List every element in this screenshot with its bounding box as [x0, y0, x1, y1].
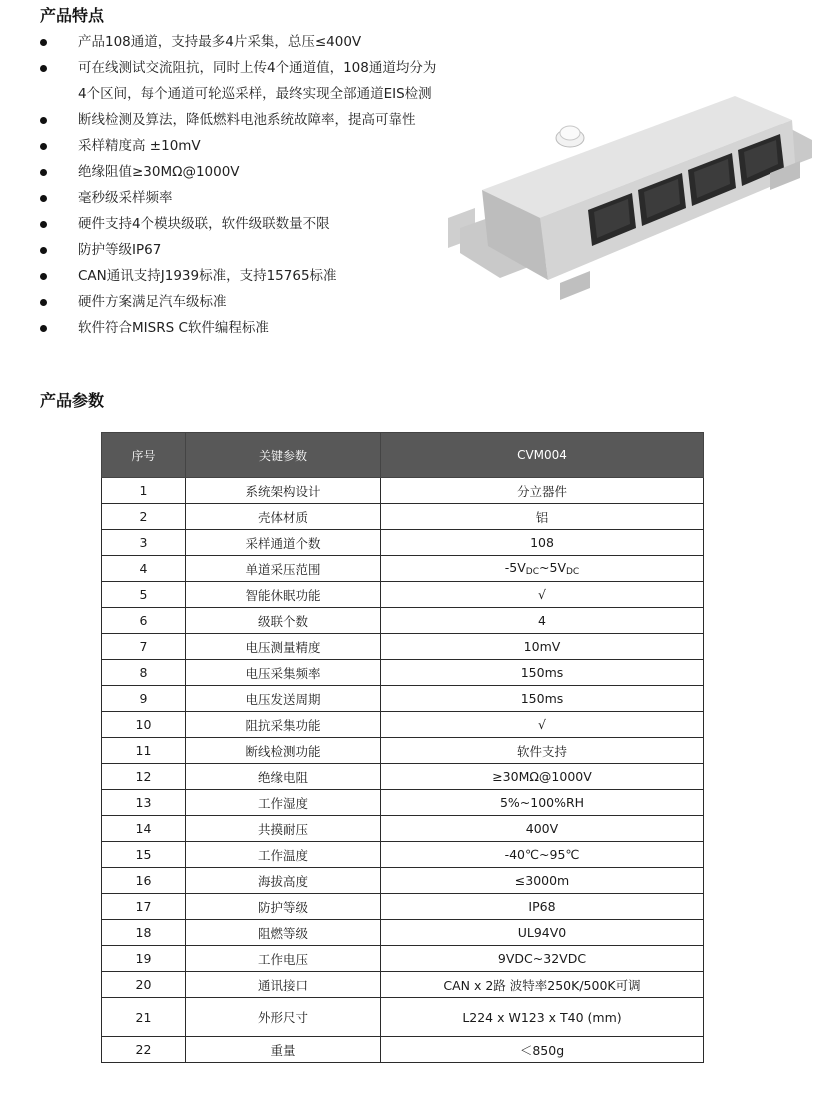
- param-value: -40℃~95℃: [381, 842, 704, 868]
- row-number: 10: [102, 712, 186, 738]
- row-number: 14: [102, 816, 186, 842]
- param-value: √: [381, 712, 704, 738]
- param-name: 工作电压: [186, 946, 381, 972]
- table-row: [102, 608, 704, 634]
- param-name: 采样通道个数: [186, 530, 381, 556]
- table-row: [102, 582, 704, 608]
- row-number: 8: [102, 660, 186, 686]
- row-number: 2: [102, 504, 186, 530]
- table-row: [102, 920, 704, 946]
- param-value: 150ms: [381, 660, 704, 686]
- bullet-icon: [40, 299, 47, 306]
- param-name: 阻燃等级: [186, 920, 381, 946]
- table-row: [102, 660, 704, 686]
- params-heading: 产品参数: [40, 391, 105, 410]
- row-number: 9: [102, 686, 186, 712]
- param-value: 400V: [381, 816, 704, 842]
- value-subscript: DC: [566, 567, 580, 577]
- param-value: ≤3000m: [381, 868, 704, 894]
- bullet-icon: [40, 221, 47, 228]
- param-value: 9VDC~32VDC: [381, 946, 704, 972]
- feature-text: 断线检测及算法，降低燃料电池系统故障率，提高可靠性: [78, 112, 416, 128]
- bullet-icon: [40, 169, 47, 176]
- row-number: 1: [102, 478, 186, 504]
- row-number: 18: [102, 920, 186, 946]
- bullet-icon: [40, 247, 47, 254]
- param-name: 壳体材质: [186, 504, 381, 530]
- param-name: 绝缘电阻: [186, 764, 381, 790]
- table-row: [102, 868, 704, 894]
- table-row: [102, 1037, 704, 1063]
- param-value: √: [381, 582, 704, 608]
- row-number: 15: [102, 842, 186, 868]
- value-part: ~5V: [539, 560, 566, 575]
- row-number: 5: [102, 582, 186, 608]
- row-number: 4: [102, 556, 186, 582]
- row-number: 3: [102, 530, 186, 556]
- param-name: 防护等级: [186, 894, 381, 920]
- param-name: 阻抗采集功能: [186, 712, 381, 738]
- param-value: 10mV: [381, 634, 704, 660]
- param-name: 电压发送周期: [186, 686, 381, 712]
- product-foot: [560, 271, 590, 300]
- bullet-icon: [40, 143, 47, 150]
- param-value: IP68: [381, 894, 704, 920]
- param-value: 分立器件: [381, 478, 704, 504]
- param-value: [381, 556, 704, 582]
- bullet-icon: [40, 65, 47, 72]
- feature-text: 毫秒级采样频率: [78, 190, 173, 206]
- row-number: 21: [102, 998, 186, 1037]
- product-image: [440, 78, 818, 308]
- table-row: [102, 946, 704, 972]
- row-number: 22: [102, 1037, 186, 1063]
- param-value: 4: [381, 608, 704, 634]
- feature-text: 采样精度高 ±10mV: [78, 138, 201, 154]
- param-value: 软件支持: [381, 738, 704, 764]
- bullet-icon: [40, 117, 47, 124]
- row-number: 16: [102, 868, 186, 894]
- table-row: [102, 556, 704, 582]
- param-name: 系统架构设计: [186, 478, 381, 504]
- feature-text: 绝缘阻值≥30MΩ@1000V: [78, 164, 240, 180]
- param-name: 重量: [186, 1037, 381, 1063]
- param-name: 电压采集频率: [186, 660, 381, 686]
- feature-item: [40, 315, 510, 341]
- feature-text: 产品108通道，支持最多4片采集，总压≤400V: [78, 34, 362, 50]
- header-model: CVM004: [381, 433, 704, 478]
- table-row: [102, 712, 704, 738]
- feature-text: 硬件方案满足汽车级标准: [78, 294, 227, 310]
- feature-text: 4个区间，每个通道可轮巡采样，最终实现全部通道EIS检测: [78, 86, 432, 102]
- bullet-icon: [40, 39, 47, 46]
- param-value: ≥30MΩ@1000V: [381, 764, 704, 790]
- value-subscript: DC: [525, 567, 540, 577]
- header-param: 关键参数: [186, 433, 381, 478]
- table-row: [102, 530, 704, 556]
- param-value: 铝: [381, 504, 704, 530]
- feature-text: 防护等级IP67: [78, 242, 162, 258]
- row-number: 6: [102, 608, 186, 634]
- table-row: [102, 634, 704, 660]
- param-name: 智能休眠功能: [186, 582, 381, 608]
- row-number: 17: [102, 894, 186, 920]
- row-number: 13: [102, 790, 186, 816]
- param-name: 海拔高度: [186, 868, 381, 894]
- param-name: 单道采压范围: [186, 556, 381, 582]
- param-name: 外形尺寸: [186, 998, 381, 1037]
- params-table: [101, 432, 704, 1063]
- row-number: 11: [102, 738, 186, 764]
- param-value: L224 x W123 x T40 (mm): [381, 998, 704, 1037]
- param-name: 级联个数: [186, 608, 381, 634]
- param-value: 108: [381, 530, 704, 556]
- feature-text: 软件符合MISRS C软件编程标准: [78, 320, 269, 336]
- table-row: [102, 738, 704, 764]
- row-number: 7: [102, 634, 186, 660]
- row-number: 20: [102, 972, 186, 998]
- feature-text: 可在线测试交流阻抗，同时上传4个通道值，108通道均分为: [78, 60, 437, 76]
- feature-item: [40, 29, 510, 55]
- bullet-icon: [40, 325, 47, 332]
- param-value: ＜850g: [381, 1037, 704, 1063]
- table-row: [102, 998, 704, 1037]
- table-row: [102, 816, 704, 842]
- bullet-icon: [40, 195, 47, 202]
- param-value: UL94V0: [381, 920, 704, 946]
- features-heading: 产品特点: [40, 6, 105, 25]
- param-value: 5%~100%RH: [381, 790, 704, 816]
- header-no: 序号: [102, 433, 186, 478]
- row-number: 12: [102, 764, 186, 790]
- table-row: [102, 504, 704, 530]
- param-value: CAN x 2路 波特率250K/500K可调: [381, 972, 704, 998]
- row-number: 19: [102, 946, 186, 972]
- feature-text: 硬件支持4个模块级联，软件级联数量不限: [78, 216, 330, 232]
- table-row: [102, 478, 704, 504]
- param-name: 通讯接口: [186, 972, 381, 998]
- param-value: 150ms: [381, 686, 704, 712]
- table-row: [102, 686, 704, 712]
- table-row: [102, 790, 704, 816]
- param-name: 工作温度: [186, 842, 381, 868]
- param-name: 断线检测功能: [186, 738, 381, 764]
- table-row: [102, 842, 704, 868]
- param-name: 共摸耐压: [186, 816, 381, 842]
- param-name: 电压测量精度: [186, 634, 381, 660]
- feature-text: CAN通讯支持J1939标准，支持15765标准: [78, 268, 337, 284]
- param-name: 工作湿度: [186, 790, 381, 816]
- table-row: [102, 894, 704, 920]
- value-part: -5V: [504, 560, 526, 575]
- bullet-icon: [40, 273, 47, 280]
- table-row: [102, 972, 704, 998]
- table-header-row: [102, 433, 704, 478]
- table-row: [102, 764, 704, 790]
